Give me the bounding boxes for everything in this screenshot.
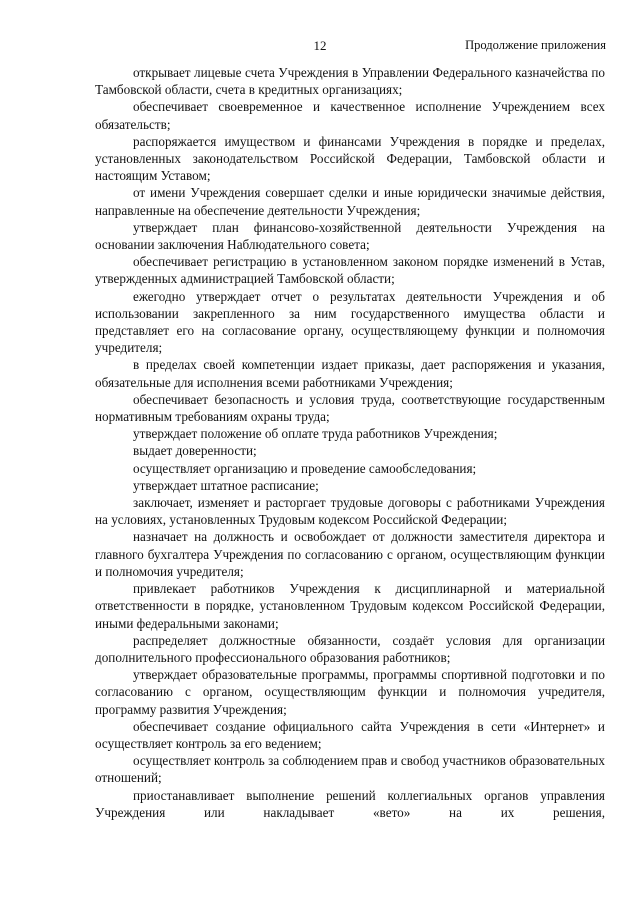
- paragraph: утверждает план финансово-хозяйственной деятельности Учреждения на основании заключения Наблюдательного совета;: [95, 219, 605, 253]
- paragraph: осуществляет организацию и проведение самообследования;: [133, 460, 477, 476]
- paragraph: заключает, изменяет и расторгает трудовые договоры с работниками Учреждения на условиях, установленных Трудовым кодексом Российской Федерации;: [95, 495, 605, 528]
- page-number: 12: [313, 38, 327, 53]
- paragraph: назначает на должность и освобождает от должности заместителя директора и главного бухгалтера Учреждения по согласованию с органом, осуществляющим функции и полномочия учредителя;: [95, 529, 605, 579]
- paragraph: обеспечивает регистрацию в установленном законом порядке изменений в Устав, утвержденных администрацией Тамбовской области;: [95, 254, 605, 287]
- paragraph: привлекает работников Учреждения к дисциплинарной и материальной ответственности в порядке, установленном Трудовым кодексом Российской Федерации, иными федеральными законами;: [95, 581, 605, 631]
- paragraph: открывает лицевые счета Учреждения в Управлении Федерального казначейства по Тамбовской области, счета в кредитных организациях;: [95, 65, 605, 98]
- paragraph: распределяет должностные обязанности, создаёт условия для организации дополнительного профессионального образования работников;: [95, 632, 605, 665]
- paragraph: от имени Учреждения совершает сделки и иные юридически значимые действия, направленные на обеспечение деятельности Учреждения;: [95, 185, 605, 218]
- paragraph: утверждает положение об оплате труда работников Учреждения;: [133, 426, 498, 442]
- paragraph: осуществляет контроль за соблюдением прав и свобод участников образовательных отношений;: [95, 753, 605, 786]
- continuation-note: Продолжение приложения: [465, 38, 606, 52]
- paragraph: распоряжается имуществом и финансами Учреждения в порядке и пределах, установленных законодательством Российской Федерации, Тамбовской области и настоящим Уставом;: [95, 133, 605, 184]
- paragraph: выдает доверенности;: [133, 443, 257, 459]
- paragraph: обеспечивает создание официального сайта Учреждения в сети «Интернет» и осуществляет контроль за его ведением;: [95, 718, 605, 751]
- paragraph: утверждает штатное расписание;: [133, 477, 319, 493]
- paragraph: приостанавливает выполнение решений коллегиальных органов управления Учреждения или накладывает «вето» на их решения,: [95, 787, 605, 820]
- paragraph: обеспечивает своевременное и качественное исполнение Учреждением всех обязательств;: [95, 99, 605, 132]
- paragraph: ежегодно утверждает отчет о результатах деятельности Учреждения и об использовании закрепленного за ним государственного имущества области и представляет его на согласование органу, осуществляющему функции и полномочия учредителя;: [95, 288, 605, 356]
- paragraph: в пределах своей компетенции издает приказы, дает распоряжения и указания, обязательные для исполнения всеми работниками Учреждения;: [95, 357, 605, 390]
- paragraph: обеспечивает безопасность и условия труда, соответствующие государственным нормативным требованиям охраны труда;: [95, 391, 605, 425]
- paragraph: утверждает образовательные программы, программы спортивной подготовки и по согласованию с органом, осуществляющим функции и полномочия учредителя, программу развития Учреждения;: [95, 667, 605, 717]
- body-text: [95, 64, 605, 821]
